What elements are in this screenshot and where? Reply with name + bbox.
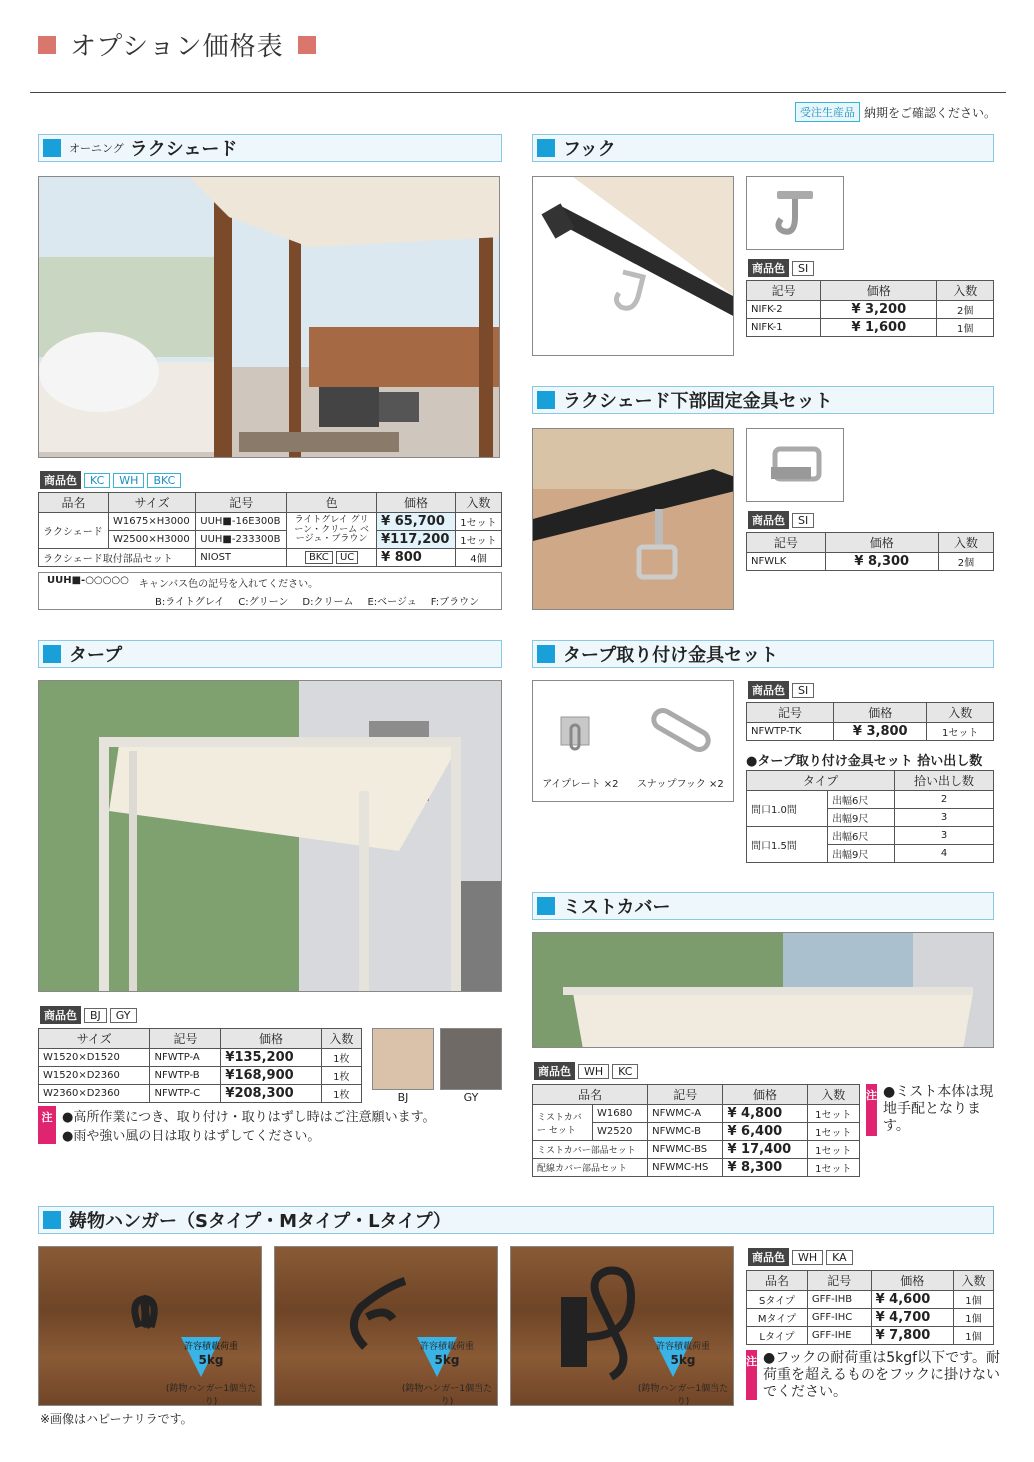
table-row	[39, 1067, 362, 1085]
tarp-fit-table	[746, 702, 994, 741]
color-cell	[287, 549, 377, 567]
qty-cell: 1セット	[455, 513, 501, 531]
qty-cell: 1セット	[807, 1159, 859, 1177]
table-row	[747, 1291, 994, 1309]
size-cell: W1520×D2360	[39, 1067, 150, 1085]
lower-fix-table	[746, 532, 994, 571]
title-marker-right	[298, 36, 316, 54]
tarp-fit-colors	[748, 681, 814, 699]
col-header: 記号	[648, 1085, 723, 1105]
hook-table	[746, 280, 994, 337]
legend-item: F:ブラウン	[430, 597, 480, 608]
hanger-caution	[746, 1350, 1008, 1400]
section-title: 鋳物ハンガー（Sタイプ・Mタイプ・Lタイプ）	[69, 1211, 451, 1232]
product-name: 配線カバー部品セット	[533, 1159, 648, 1177]
section-marker	[43, 139, 61, 157]
col-header: 品名	[747, 1271, 808, 1291]
qty-cell: 1セット	[807, 1123, 859, 1141]
lower-fix-photo	[532, 428, 734, 610]
price-cell: ¥ 3,200	[821, 301, 937, 319]
section-title: ラクシェード	[129, 139, 238, 160]
qty-cell: 1個	[953, 1291, 993, 1309]
page-title: オプション価格表	[70, 32, 284, 62]
color-chip: WH	[113, 473, 144, 488]
load-badge	[401, 1337, 493, 1406]
legend-item: C:グリーン	[238, 597, 289, 608]
code-cell: NIFK-2	[747, 301, 821, 319]
color-chip: KC	[612, 1064, 638, 1079]
title-marker-left	[38, 36, 56, 54]
section-title: ミストカバー	[563, 897, 671, 918]
qty-cell: 1枚	[321, 1067, 361, 1085]
color-chip: BJ	[84, 1008, 107, 1023]
code-cell: NFWMC-B	[648, 1123, 723, 1141]
load-badge	[637, 1337, 729, 1406]
colors-label: 商品色	[40, 1006, 81, 1024]
section-hanger	[38, 1206, 994, 1234]
size-cell: W2360×D2360	[39, 1085, 150, 1103]
price-cell: ¥ 3,800	[834, 723, 927, 741]
code-cell: NFWTP-B	[150, 1067, 221, 1085]
section-marker	[43, 645, 61, 663]
table-row	[39, 1085, 362, 1103]
code-cell: NFWMC-BS	[648, 1141, 723, 1159]
group-cell: 間口1.5間	[747, 827, 828, 863]
colors-label: 商品色	[748, 1248, 789, 1266]
col-header: 価格	[825, 533, 938, 553]
hook-icon	[747, 177, 845, 251]
table-row	[747, 1309, 994, 1327]
order-note-text: 納期をご確認ください。	[863, 105, 996, 120]
badge-title: 許容積載荷重	[419, 1342, 474, 1352]
legend-item: D:クリーム	[302, 597, 354, 608]
badge-value: 5kg	[434, 1353, 460, 1367]
section-title: フック	[563, 139, 616, 160]
type-cell: 出幅6尺	[828, 791, 895, 809]
col-header: 価格	[834, 703, 927, 723]
colors-label: 商品色	[748, 681, 789, 699]
count-cell: 3	[895, 809, 994, 827]
price-cell: ¥ 4,700	[871, 1309, 953, 1327]
tarp-fit-image	[532, 680, 734, 802]
hanger-photo-m	[274, 1246, 498, 1406]
hook-rail-image	[533, 177, 734, 356]
section-marker	[537, 897, 555, 915]
table-row	[747, 827, 994, 845]
section-rakushade	[38, 134, 502, 162]
lower-fix-colors	[748, 511, 814, 529]
section-marker	[537, 645, 555, 663]
price-cell: ¥ 1,600	[821, 319, 937, 337]
price-cell: ¥135,200	[221, 1049, 321, 1067]
table-row	[533, 1105, 860, 1123]
code-cell: NIOST	[196, 549, 287, 567]
size-cell: W1680	[593, 1105, 648, 1123]
product-name: Sタイプ	[747, 1291, 808, 1309]
qty-cell: 4個	[455, 549, 501, 567]
color-chip: WH	[578, 1064, 609, 1079]
table-row	[747, 1327, 994, 1345]
rakushade-scene	[39, 177, 500, 458]
section-hook	[532, 134, 994, 162]
hanger-colors	[748, 1248, 853, 1266]
price-cell: ¥ 6,400	[723, 1123, 807, 1141]
type-cell: 出幅9尺	[828, 845, 895, 863]
price-cell: ¥117,200	[377, 531, 456, 549]
col-header: 価格	[221, 1029, 321, 1049]
colors-label: 商品色	[748, 511, 789, 529]
table-row	[39, 513, 502, 531]
count-cell: 3	[895, 827, 994, 845]
page-header	[38, 26, 316, 63]
col-header: 色	[287, 493, 377, 513]
qty-cell: 2個	[938, 553, 993, 571]
price-cell: ¥ 800	[377, 549, 456, 567]
price-cell: ¥ 7,800	[871, 1327, 953, 1345]
rakushade-colors	[40, 471, 181, 489]
tarp-photo	[38, 680, 502, 992]
section-title: ラクシェード下部固定金具セット	[563, 391, 833, 412]
section-marker	[537, 139, 555, 157]
rakushade-table	[38, 492, 502, 567]
group-cell: 間口1.0間	[747, 791, 828, 827]
caution-mark: 注	[866, 1084, 877, 1136]
color-chip: KA	[826, 1250, 853, 1265]
col-header: 品名	[39, 493, 109, 513]
count-title: ●タープ取り付け金具セット 拾い出し数	[746, 754, 983, 769]
product-name: ラクシェード取付部品セット	[39, 549, 196, 567]
qty-cell: 1枚	[321, 1085, 361, 1103]
colors-label: 商品色	[534, 1062, 575, 1080]
caution-text: ●ミスト本体は現地手配となります。	[883, 1084, 994, 1134]
hook-colors	[748, 259, 814, 277]
legend-item: B:ライトグレイ	[155, 597, 225, 608]
hook-thumb	[746, 176, 844, 250]
price-cell: ¥208,300	[221, 1085, 321, 1103]
qty-cell: 1個	[953, 1327, 993, 1345]
section-marker	[43, 1211, 61, 1229]
qty-cell: 1セット	[807, 1105, 859, 1123]
mist-caution	[866, 1084, 998, 1136]
col-header: 価格	[871, 1271, 953, 1291]
type-cell: 出幅6尺	[828, 827, 895, 845]
section-title: タープ	[69, 645, 123, 666]
badge-value: 5kg	[198, 1353, 224, 1367]
section-marker	[537, 391, 555, 409]
table-row	[747, 723, 994, 741]
section-tarp	[38, 640, 502, 668]
legend-title: キャンバス色の記号を入れてください。	[138, 579, 319, 590]
color-cell: ライトグレイ グリーン・クリーム ベージュ・ブラウン	[287, 513, 377, 549]
col-header: サイズ	[109, 493, 196, 513]
caution-mark: 注	[746, 1350, 757, 1400]
price-cell: ¥ 17,400	[723, 1141, 807, 1159]
tarp-colors	[40, 1006, 137, 1024]
table-row	[747, 319, 994, 337]
qty-cell: 1個	[953, 1309, 993, 1327]
code-cell: NFWTP-TK	[747, 723, 834, 741]
section-mist	[532, 892, 994, 920]
size-cell: W2500×H3000	[109, 531, 196, 549]
color-chip: WH	[792, 1250, 823, 1265]
order-note	[795, 102, 996, 122]
size-cell: W2520	[593, 1123, 648, 1141]
col-header: 入数	[938, 533, 993, 553]
order-tag: 受注生産品	[795, 102, 860, 122]
buckle-icon	[747, 429, 845, 503]
col-header: 記号	[747, 533, 826, 553]
col-header: 記号	[747, 281, 821, 301]
code-cell: UUH■-233300B	[196, 531, 287, 549]
size-cell: W1675×H3000	[109, 513, 196, 531]
color-chip: SI	[792, 261, 814, 276]
color-chip: BKC	[147, 473, 181, 488]
colors-label: 商品色	[40, 471, 81, 489]
qty-cell: 1セット	[927, 723, 994, 741]
code-cell: NFWMC-A	[648, 1105, 723, 1123]
count-table	[746, 770, 994, 863]
badge-title: 許容積載荷重	[655, 1342, 710, 1352]
badge-sub: (鋳物ハンガー1個当たり)	[401, 1384, 493, 1406]
snaphook-label: スナップフック ×2	[636, 779, 724, 790]
product-name: ミストカバー部品セット	[533, 1141, 648, 1159]
col-header: 価格	[821, 281, 937, 301]
swatch-bj	[372, 1028, 434, 1090]
swatch-label: BJ	[397, 1091, 409, 1104]
color-chip: GY	[110, 1008, 137, 1023]
product-name: ミストカバー セット	[533, 1105, 593, 1141]
load-badge	[165, 1337, 257, 1406]
color-chip: SI	[792, 683, 814, 698]
hanger-photo-s	[38, 1246, 262, 1406]
table-row	[533, 1159, 860, 1177]
col-header: 価格	[377, 493, 456, 513]
lower-fix-thumb	[746, 428, 844, 502]
price-cell: ¥ 8,300	[825, 553, 938, 571]
product-name: ラクシェード	[39, 513, 109, 549]
mist-photo	[532, 932, 994, 1048]
badge-title: 許容積載荷重	[183, 1342, 238, 1352]
color-chip: SI	[792, 513, 814, 528]
caution-text: ●高所作業につき、取り付け・取りはずし時はご注意願います。	[62, 1110, 436, 1125]
mist-scene	[533, 933, 994, 1048]
table-row	[39, 549, 502, 567]
product-name: Lタイプ	[747, 1327, 808, 1345]
tarp-scene	[39, 681, 502, 992]
legend-code: UUH■-○○○○○	[47, 575, 129, 586]
fittings-illustration	[533, 681, 735, 771]
code-cell: NFWTP-C	[150, 1085, 221, 1103]
size-cell: W1520×D1520	[39, 1049, 150, 1067]
hook-photo	[532, 176, 734, 356]
col-header: 記号	[747, 703, 834, 723]
type-cell: 出幅9尺	[828, 809, 895, 827]
qty-cell: 1セット	[455, 531, 501, 549]
col-header: 価格	[723, 1085, 807, 1105]
color-chip: KC	[84, 473, 110, 488]
code-cell: NFWMC-HS	[648, 1159, 723, 1177]
qty-cell: 1枚	[321, 1049, 361, 1067]
caution-text: ●フックの耐荷重は5kgf以下です。耐荷重を超えるものをフックに掛けないでください。	[763, 1350, 1001, 1400]
col-header: 拾い出し数	[895, 771, 994, 791]
qty-cell: 2個	[937, 301, 994, 319]
col-header: 入数	[321, 1029, 361, 1049]
canvas-code-legend	[38, 572, 502, 610]
section-prefix: オーニング	[69, 142, 124, 155]
count-cell: 4	[895, 845, 994, 863]
price-cell: ¥ 4,800	[723, 1105, 807, 1123]
col-header: 入数	[807, 1085, 859, 1105]
count-cell: 2	[895, 791, 994, 809]
col-header: タイプ	[747, 771, 895, 791]
col-header: 入数	[953, 1271, 993, 1291]
table-row	[533, 1141, 860, 1159]
col-header: 記号	[807, 1271, 871, 1291]
product-name: Mタイプ	[747, 1309, 808, 1327]
eyeplate-label: アイプレート ×2	[542, 779, 619, 790]
code-cell: GFF-IHC	[807, 1309, 871, 1327]
hanger-photo-l	[510, 1246, 734, 1406]
tarp-table	[38, 1028, 362, 1103]
badge-sub: (鋳物ハンガー1個当たり)	[165, 1384, 257, 1406]
col-header: 記号	[150, 1029, 221, 1049]
tarp-caution	[38, 1106, 498, 1144]
code-cell: NFWTP-A	[150, 1049, 221, 1067]
rakushade-photo	[38, 176, 500, 458]
legend-item: E:ベージュ	[367, 597, 417, 608]
swatch-gy	[440, 1028, 502, 1090]
price-cell: ¥168,900	[221, 1067, 321, 1085]
colors-label: 商品色	[748, 259, 789, 277]
price-cell: ¥ 65,700	[377, 513, 456, 531]
color-chip: UC	[336, 551, 358, 564]
section-title: タープ取り付け金具セット	[563, 645, 779, 666]
qty-cell: 1セット	[807, 1141, 859, 1159]
code-cell: NFWLK	[747, 553, 826, 571]
image-note: ※画像はハピーナリラです。	[40, 1412, 193, 1426]
table-row	[747, 791, 994, 809]
col-header: 入数	[927, 703, 994, 723]
mist-table	[532, 1084, 860, 1177]
hanger-table	[746, 1270, 994, 1345]
section-tarp-fit	[532, 640, 994, 668]
code-cell: GFF-IHE	[807, 1327, 871, 1345]
section-lower-fix	[532, 386, 994, 414]
header-rule	[30, 92, 1006, 93]
code-cell: NIFK-1	[747, 319, 821, 337]
col-header: 品名	[533, 1085, 648, 1105]
code-cell: GFF-IHB	[807, 1291, 871, 1309]
price-cell: ¥ 4,600	[871, 1291, 953, 1309]
col-header: サイズ	[39, 1029, 150, 1049]
col-header: 入数	[455, 493, 501, 513]
col-header: 記号	[196, 493, 287, 513]
table-row	[39, 1049, 362, 1067]
mist-colors	[534, 1062, 638, 1080]
badge-sub: (鋳物ハンガー1個当たり)	[637, 1384, 729, 1406]
code-cell: UUH■-16E300B	[196, 513, 287, 531]
table-row	[747, 553, 994, 571]
table-row	[747, 301, 994, 319]
lower-fix-image	[533, 429, 734, 610]
color-chip: BKC	[305, 551, 333, 564]
swatch-label: GY	[463, 1091, 479, 1104]
caution-text: ●雨や強い風の日は取りはずしてください。	[62, 1129, 321, 1144]
price-cell: ¥ 8,300	[723, 1159, 807, 1177]
caution-mark: 注	[38, 1106, 56, 1144]
qty-cell: 1個	[937, 319, 994, 337]
col-header: 入数	[937, 281, 994, 301]
table-row	[39, 531, 502, 549]
badge-value: 5kg	[670, 1353, 696, 1367]
